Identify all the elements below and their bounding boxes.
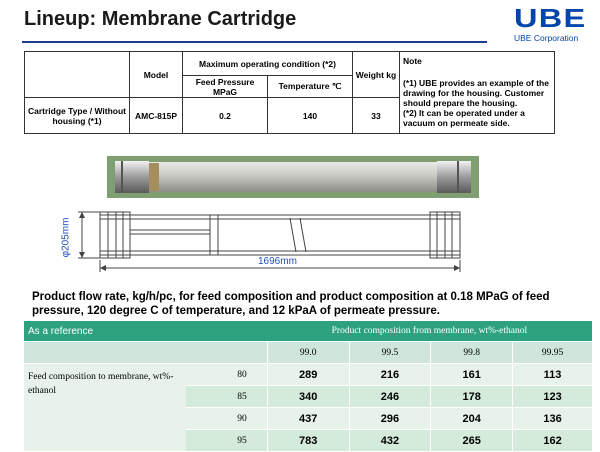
spec-table — [24, 51, 555, 134]
reference-table — [24, 321, 592, 452]
page-title: Lineup: Membrane Cartridge — [24, 8, 297, 30]
table-cell: 136 — [512, 408, 592, 430]
table-cell: 204 — [430, 408, 512, 430]
cartridge-photo-image — [107, 156, 479, 198]
temperature-header: Temperature ℃ — [268, 76, 353, 98]
feed-composition-label: Feed composition to membrane, wt%-ethanol — [24, 364, 186, 452]
table-cell: 432 — [349, 430, 431, 452]
table-cell: 246 — [349, 386, 431, 408]
title-underline — [22, 41, 487, 43]
table-cell: 289 — [267, 364, 349, 386]
note-text: (*1) UBE provides an example of the drawing for the housing. Customer should prepare the housing. (*2) It can be operated under a vacuum on permeate side. — [403, 78, 549, 128]
table-cell: 437 — [267, 408, 349, 430]
table-cell: 161 — [430, 364, 512, 386]
length-label: 1696mm — [258, 256, 297, 267]
feed-value: 90 — [186, 408, 267, 430]
product-composition-header: Product composition from membrane, wt%-ethanol — [267, 321, 592, 342]
feed-value: 85 — [186, 386, 267, 408]
as-reference-label: As a reference — [24, 321, 186, 342]
diameter-dimension — [60, 208, 84, 266]
product-col-99-0: 99.0 — [267, 342, 349, 364]
logo-mark: UBE — [514, 3, 587, 33]
header-spacer — [186, 321, 267, 342]
table-cell: 178 — [430, 386, 512, 408]
table-cell: 123 — [512, 386, 592, 408]
feed-pressure-header: Feed Pressure MPaG — [183, 76, 268, 98]
feed-value: 95 — [186, 430, 267, 452]
logo-subtitle: UBE Corporation — [514, 33, 579, 43]
product-col-99-8: 99.8 — [430, 342, 512, 364]
weight-header: Weight kg — [353, 52, 400, 98]
diameter-label: φ205mm — [60, 217, 72, 258]
table-cell: 340 — [267, 386, 349, 408]
table-cell: 265 — [430, 430, 512, 452]
cartridge-drawing-svg — [60, 200, 480, 280]
flow-rate-description: Product flow rate, kg/h/pc, for feed composition and product composition at 0.18 MPaG of feed pressure, 120 degree C of temperature, and 12 kPaA of permeate pressure. — [32, 291, 550, 317]
cartridge-drawing — [60, 200, 480, 280]
table-cell: 162 — [512, 430, 592, 452]
note-cell — [400, 52, 555, 134]
weight-value: 33 — [353, 98, 400, 134]
spec-corner-cell — [25, 52, 130, 98]
temperature-value: 140 — [268, 98, 353, 134]
table-cell: 296 — [349, 408, 431, 430]
feed-value: 80 — [186, 364, 267, 386]
subheader-empty-1 — [24, 342, 186, 364]
model-header: Model — [130, 52, 183, 98]
product-col-99-95: 99.95 — [512, 342, 592, 364]
cartridge-type-label: Cartridge Type / Without housing (*1) — [25, 98, 130, 134]
feed-pressure-value: 0.2 — [183, 98, 268, 134]
table-cell: 216 — [349, 364, 431, 386]
ube-logo — [514, 4, 594, 43]
table-cell: 783 — [267, 430, 349, 452]
product-col-99-5: 99.5 — [349, 342, 431, 364]
cartridge-photo — [107, 156, 479, 198]
model-value: AMC-815P — [130, 98, 183, 134]
subheader-empty-2 — [186, 342, 267, 364]
note-header: Note — [403, 56, 422, 66]
max-condition-header: Maximum operating condition (*2) — [183, 52, 353, 76]
table-cell: 113 — [512, 364, 592, 386]
